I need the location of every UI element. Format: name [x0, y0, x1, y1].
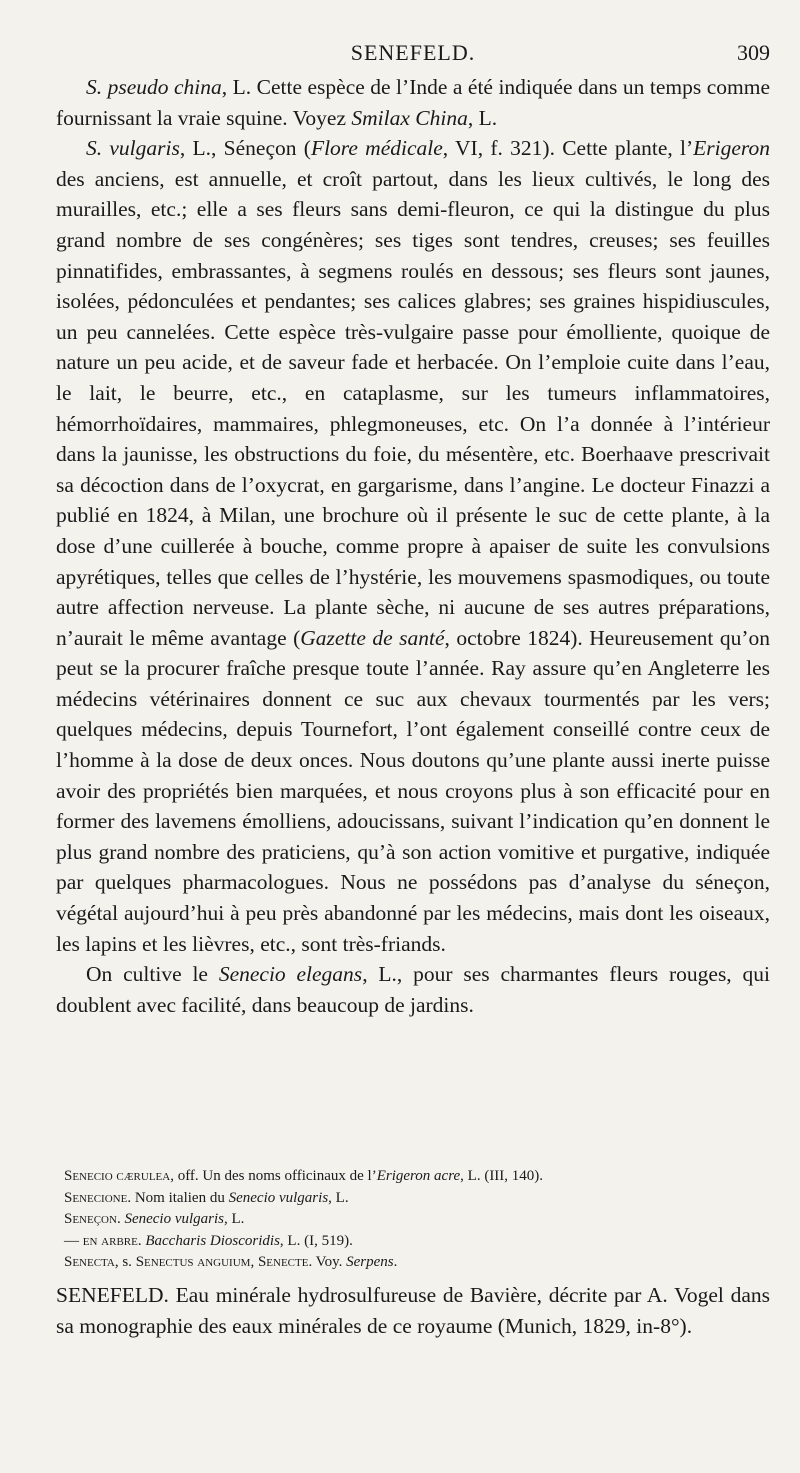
- text-run: , s.: [114, 1254, 136, 1270]
- running-title: SENEFELD.: [350, 40, 476, 65]
- small-caps-text: Seneçon: [64, 1211, 117, 1227]
- text-run: , off. Un des noms officinaux de l’: [170, 1168, 377, 1184]
- small-caps-text: Senecione: [64, 1189, 128, 1206]
- note-line: [56, 1166, 770, 1188]
- text-run: On cultive le: [86, 962, 219, 987]
- italic-text: Gazette de santé: [300, 625, 445, 650]
- small-caps-text: Senecte: [257, 1254, 309, 1270]
- text-run: —: [64, 1232, 83, 1249]
- italic-text: Senecio vulgaris: [228, 1189, 329, 1206]
- text-run: .: [393, 1254, 398, 1270]
- small-caps-text: Senecio cærulea: [64, 1168, 171, 1184]
- text-run: . Nom italien du: [127, 1189, 229, 1206]
- italic-text: Erigeron acre: [376, 1168, 461, 1184]
- text-run: , L.: [224, 1211, 245, 1227]
- italic-text: Senecio elegans: [218, 962, 363, 987]
- text-run: , L.: [328, 1189, 349, 1206]
- small-caps-text: Senecta: [64, 1254, 115, 1270]
- text-run: .: [116, 1211, 125, 1227]
- entry-paragraph: [56, 1280, 770, 1341]
- note-line: [56, 1252, 770, 1274]
- cross-reference-notes: [56, 1166, 770, 1274]
- text-run: , VI, f. 321). Cette plante, l’: [442, 136, 694, 161]
- entry-headword: SENEFELD.: [56, 1283, 169, 1307]
- italic-text: Serpens: [346, 1254, 394, 1270]
- italic-text: S. pseudo china: [86, 75, 222, 99]
- note-line: [56, 1231, 770, 1253]
- page-number: 309: [737, 40, 770, 65]
- text-run: .: [137, 1232, 146, 1249]
- text-run: des anciens, est annuelle, et croît partout, dans les lieux cultivés, le long des murailles, etc.; elle a ses fleurs sans demi-fleuron, ce qui la distingue du plus grand nombre de ses congénères; ses tiges sont tendres, creuses; ses feuilles pinnatifides, embrassantes, à segmens roulés en dessous; ses fleurs sont jaunes, isolées, pédonculées et pendantes; ses calices glabres; ses graines hispidiuscules, un peu cannelées. Cette espèce très-vulgaire passe pour émolliente, quoique de nature un peu acide, et de saveur fade et herbacée. On l’emploie cuite dans l’eau, le lait, le beurre, etc., en cataplasme, sur les tumeurs inflammatoires, hémorrhoïdaires, mammaires, phlegmoneuses, etc. On l’a donnée à l’intérieur dans la jaunisse, les obstructions du foie, du mésentère, etc. Boerhaave prescrivait sa décoction dans de l’oxycrat, en gargarisme, dans l’angine. Le docteur Finazzi a publié en 1824, à Milan, une brochure où il présente le suc de cette plante, à la dose d’une cuillerée à bouche, comme propre à apaiser de suite les convulsions apyrétiques, telles que celles de l’hystérie, les mouvemens spasmodiques, ou toute autre affection nerveuse. La plante sèche, ni aucune de ses autres préparations, n’aurait le même avantage (: [56, 166, 770, 650]
- text-run: , L., pour ses charmantes fleurs rouges, qui doublent avec facilité, dans beaucoup de jardins.: [56, 962, 770, 1017]
- main-text: [56, 72, 770, 1020]
- paragraph: [56, 133, 770, 959]
- note-line: [56, 1188, 770, 1210]
- text-run: , octobre 1824). Heureusement qu’on peut se la procurer fraîche presque toute l’année. Ray assure qu’en Angleterre les médecins vétérinaires donnent ce suc aux chevaux tourmentés par les vers; quelques médecins, depuis Tournefort, l’ont également conseillé contre ceux de l’homme à la dose de deux onces. Nous doutons qu’une plante aussi inerte puisse avoir des propriétés bien marquées, et nous croyons plus à son efficacité pour en former des lavemens émolliens, adoucissans, suivant l’indication qu’en donnent le plus grand nombre des praticiens, qu’à son action vomitive et purgative, indiquée par quelques pharmacologues. Nous ne possédons pas d’analyse du séneçon, végétal aujourd’hui à peu près abandonné par les médecins, mais dont les oiseaux, les lapins et les lièvres, etc., sont très-friands.: [56, 625, 770, 956]
- entry-senefeld: [56, 1280, 770, 1341]
- text-run: . Voy.: [308, 1254, 347, 1270]
- running-header: [56, 36, 770, 70]
- italic-text: Erigeron: [693, 136, 770, 161]
- entry-text: Eau minérale hydrosulfureuse de Bavière, décrite par A. Vogel dans sa monographie des eaux minérales de ce royaume (Munich, 1829, in-8°).: [56, 1283, 770, 1338]
- paragraph: [56, 72, 770, 133]
- italic-text: Smilax China: [351, 105, 468, 130]
- note-line: [56, 1209, 770, 1231]
- text-run: , L. Cette espèce de l’Inde a été indiquée dans un temps comme fournissant la vraie squine. Voyez: [56, 75, 770, 130]
- text-run: , L. (I, 519).: [279, 1232, 353, 1249]
- italic-text: Flore médicale: [310, 136, 443, 161]
- text-run: ,: [250, 1254, 258, 1270]
- paragraph: [56, 959, 770, 1020]
- text-run: , L.: [467, 105, 498, 130]
- italic-text: Senecio vulgaris: [124, 1211, 225, 1227]
- text-run: , L. (III, 140).: [460, 1168, 544, 1184]
- small-caps-text: Senectus anguium: [135, 1254, 251, 1270]
- small-caps-text: en arbre: [82, 1232, 138, 1249]
- italic-text: Baccharis Dioscoridis: [145, 1232, 280, 1249]
- text-run: , L., Séneçon (: [179, 136, 311, 161]
- italic-text: S. vulgaris: [86, 136, 180, 161]
